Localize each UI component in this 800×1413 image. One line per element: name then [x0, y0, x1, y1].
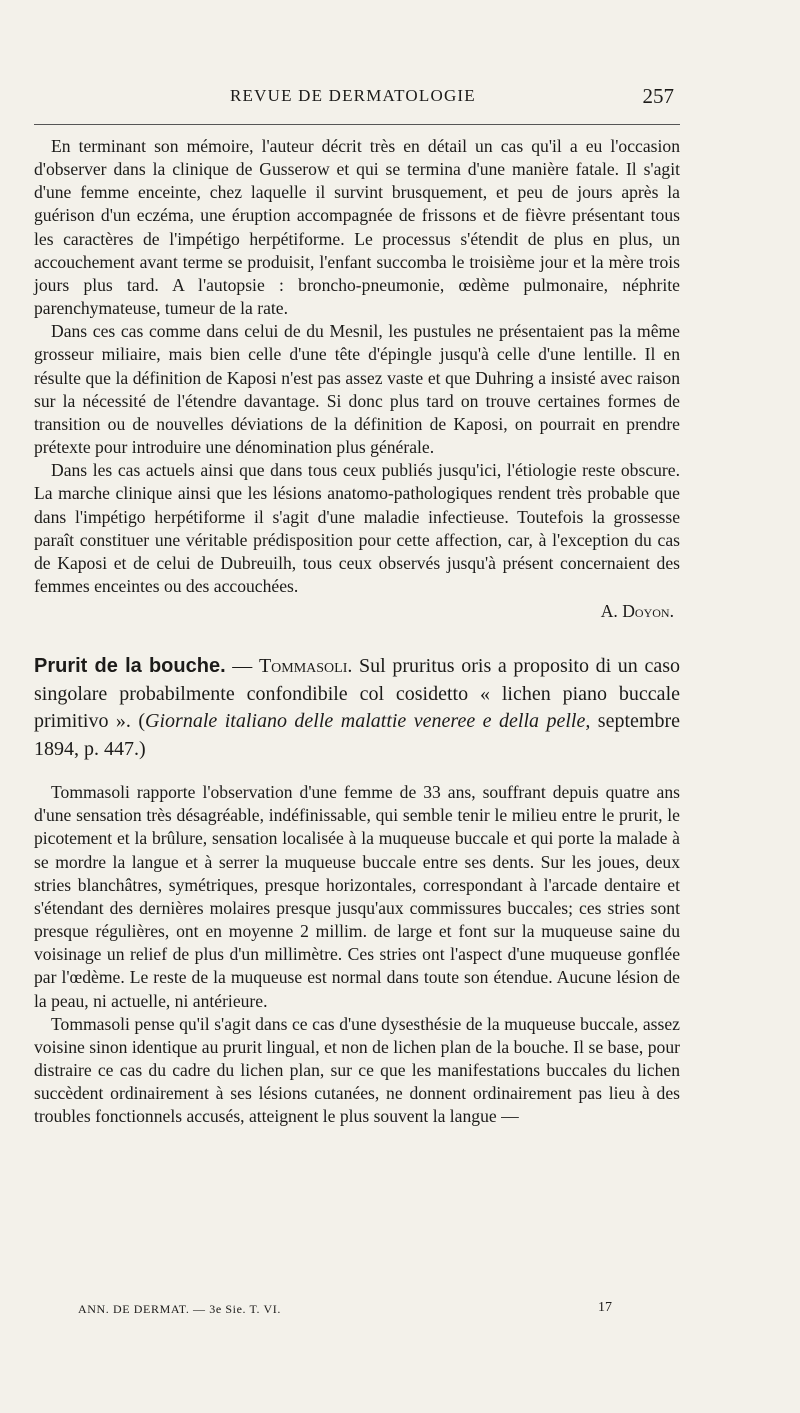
running-title: REVUE DE DERMATOLOGIE [230, 86, 476, 105]
article-heading [34, 653, 680, 763]
page-header [34, 80, 680, 114]
sheet-number: 17 [598, 1300, 612, 1315]
paragraph: Dans les cas actuels ainsi que dans tous ceux publiés jusqu'ici, l'étiologie reste obscure. La marche clinique ainsi que les lésions anatomo-pathologiques rendent très probable que dans l'impétigo herpétiforme il s'agit d'une maladie infectieuse. Toutefois la grossesse paraît constituer une véritable prédisposition pour cette affection, car, à l'exception du cas de Kaposi et de celui de Dubreuilh, tous ceux observés jusqu'à présent concernaient des femmes enceintes ou des accouchées. [34, 460, 680, 596]
paragraph: En terminant son mémoire, l'auteur décrit très en détail un cas qu'il a eu l'occasion d'observer dans la clinique de Gusserow et qui se termina d'une manière fatale. Il s'agit d'une femme enceinte, chez laquelle il survint brusquement, et peu de jours après la guérison d'un eczéma, une éruption accompagnée de frissons et de fièvre présentant tous les caractères de l'impétigo herpétiforme. Le processus s'étendit de plus en plus, un accouchement avant terme se produisit, l'enfant succomba le troisième jour et la mère trois jours plus tard. A l'autopsie : broncho-pneumonie, œdème pulmonaire, néphrite parenchymateuse, tumeur de la rate. [34, 136, 680, 319]
author-signature: A. Doyon. [600, 601, 674, 622]
paragraph: Tommasoli rapporte l'observation d'une femme de 33 ans, souffrant depuis quatre ans d'une sensation très désagréable, indéfinissable, qui semble tenir le milieu entre le prurit, le picotement et la brûlure, sensation localisée à la muqueuse buccale et qui porte la malade à se mordre la langue et à serrer la muqueuse buccale entre ses dents. Sur les joues, deux stries blanchâtres, symétriques, presque horizontales, correspondant à l'arcade dentaire et s'étendant des dernières molaires presque jusqu'aux commissures buccales; ces stries sont presque régulières, ont en moyenne 2 millim. de large et font sur la muqueuse saine du voisinage un relief de plus d'un millimètre. Ces stries ont l'aspect d'une muqueuse gonflée par l'œdème. Le reste de la muqueuse est normal dans toute son étendue. Aucune lésion de la peau, ni actuelle, ni antérieure. [34, 782, 680, 1011]
journal-name: Giornale italiano delle malattie veneree e della pelle, [145, 710, 591, 733]
paragraph: Dans ces cas comme dans celui de du Mesnil, les pustules ne présentaient pas la même grosseur miliaire, mais bien celle d'une tête d'épingle jusqu'à celle d'une lentille. Il en résulte que la définition de Kaposi n'est pas assez vaste et que Duhring a insisté avec raison sur la nécessité de l'étendre davantage. Si donc plus tard on trouve certaines formes de transition ou de nouvelles déviations de la définition de Kaposi, on pourrait en prendre prétexte pour introduire une dénomination plus générale. [34, 321, 680, 458]
review-section [34, 135, 680, 623]
page [34, 80, 680, 1128]
article-body [34, 781, 680, 1128]
heading-dash: — [225, 655, 259, 678]
article-author: Tommasoli. [258, 655, 353, 678]
article-original-title: Sul pruritus oris a proposito di un caso singolare probabilmente confondibile col cosidetto « lichen piano buccale primitivo ». ( [34, 655, 680, 733]
article-reference: septembre 1894, p. 447.) [34, 710, 680, 760]
page-number: 257 [642, 84, 674, 108]
footer-signature-line: ANN. DE DERMAT. — 3e Sie. T. VI. [78, 1302, 281, 1316]
article-title: Prurit de la bouche. [34, 655, 226, 678]
paragraph: Tommasoli pense qu'il s'agit dans ce cas d'une dysesthésie de la muqueuse buccale, assez voisine sinon identique au prurit lingual, et non de lichen plan de la bouche. Il se base, pour distraire ce cas du cadre du lichen plan, sur ce que les manifestations buccales du lichen succèdent ordinairement à ses lésions cutanées, ne donnent ordinairement pas lieu à des troubles fonctionnels accusés, atteignent le plus souvent la langue — [34, 1013, 680, 1127]
header-rule [34, 124, 680, 125]
